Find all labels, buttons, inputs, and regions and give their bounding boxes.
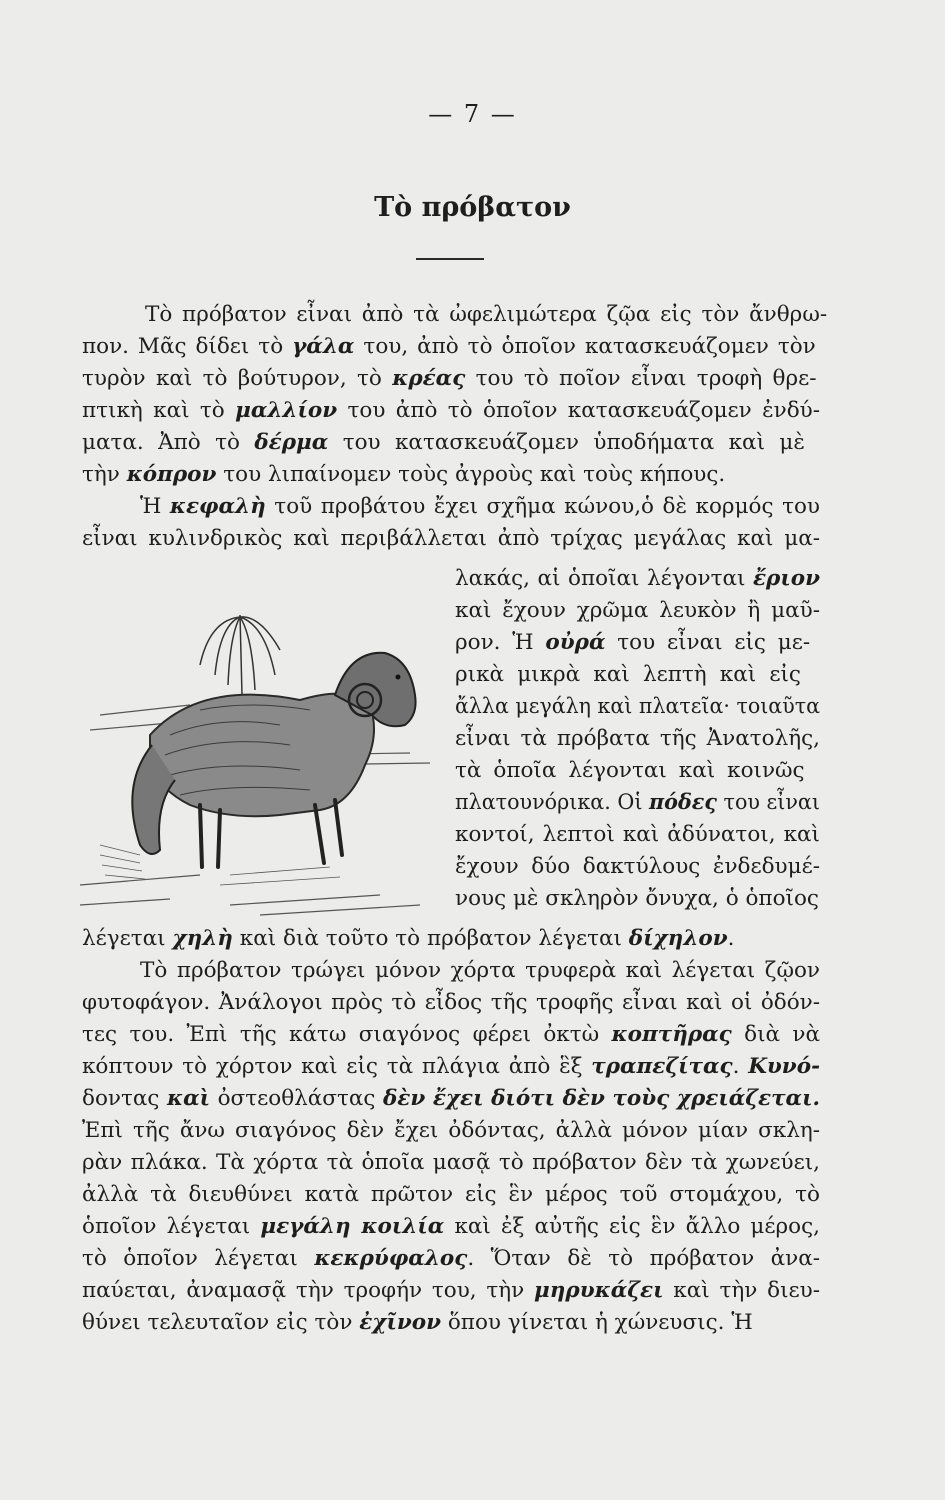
- text-segment: λακάς, αἱ ὁποῖαι λέγονται: [455, 566, 753, 591]
- emphasized-term: μηρυκάζει: [534, 1278, 664, 1303]
- text-line: [455, 692, 820, 722]
- text-segment: καὶ διὰ τοῦτο τὸ πρόβατον λέγεται: [232, 926, 629, 951]
- text-segment: τες του. Ἐπὶ τῆς κάτω σιαγόνος φέρει ὀκτὼ: [82, 1022, 612, 1047]
- text-segment: ἄλλα μεγάλη καὶ πλατεῖα· τοιαῦτα: [455, 694, 820, 719]
- text-segment: ὅπου γίνεται ἡ χώνευσις. Ἡ: [441, 1310, 753, 1335]
- text-segment: του εἶναι: [716, 790, 820, 815]
- text-line: [455, 596, 820, 626]
- text-line: [82, 428, 805, 458]
- text-segment: του εἶναι εἰς με-: [605, 630, 811, 655]
- text-segment: του, ἀπὸ τὸ ὁποῖον κατασκευάζομεν τὸν: [354, 334, 816, 359]
- text-segment: τοῦ προβάτου ἔχει σχῆμα κώνου,ὁ δὲ κορμός του: [265, 494, 820, 519]
- emphasized-term: δέρμα: [254, 430, 329, 455]
- text-line: [455, 660, 801, 690]
- text-segment: τὴν: [82, 462, 127, 487]
- text-line: [82, 988, 820, 1018]
- text-segment: του τὸ ποῖον εἶναι τροφὴ θρε-: [465, 366, 817, 391]
- text-line: [82, 924, 735, 954]
- text-segment: εἶναι τὰ πρόβατα τῆς Ἀνατολῆς,: [455, 726, 820, 751]
- text-segment: τυρὸν καὶ τὸ βούτυρον, τὸ: [82, 366, 393, 391]
- text-line: [82, 1308, 753, 1338]
- text-segment: του λιπαίνομεν τοὺς ἀγροὺς καὶ τοὺς κήπους.: [216, 462, 726, 487]
- text-line: [82, 1244, 820, 1274]
- sheep-illustration: [80, 605, 450, 925]
- text-line: [82, 1148, 820, 1178]
- text-segment: Τὸ πρόβατον εἶναι ἀπὸ τὰ ὠφελιμώτερα ζῷα εἰς τὸν ἄνθρω-: [145, 302, 828, 327]
- text-segment: διὰ νὰ: [731, 1022, 820, 1047]
- text-line: [82, 1116, 820, 1146]
- text-line: [82, 1020, 820, 1050]
- emphasized-term: γάλα: [292, 334, 355, 359]
- text-segment: θύνει τελευταῖον εἰς τὸν: [82, 1310, 360, 1335]
- text-segment: ρὰν πλάκα. Τὰ χόρτα τὰ ὁποῖα μασᾷ τὸ πρόβατον δὲν τὰ χωνεύει,: [82, 1150, 820, 1175]
- text-segment: κοντοί, λεπτοὶ καὶ ἀδύνατοι, καὶ: [455, 822, 820, 847]
- text-segment: Ἐπὶ τῆς ἄνω σιαγόνος δὲν ἔχει ὀδόντας, ἀλλὰ μόνον μίαν σκλη-: [82, 1118, 820, 1143]
- text-segment: δοντας: [82, 1086, 160, 1111]
- text-segment: καὶ τὴν διευ-: [663, 1278, 820, 1303]
- text-segment: ἀλλὰ τὰ διευθύνει κατὰ πρῶτον εἰς ἓν μέρος τοῦ στομάχου, τὸ: [82, 1182, 820, 1207]
- text-line: [82, 332, 816, 362]
- emphasized-term: μαλλίον: [235, 398, 338, 423]
- text-segment: του κατασκευάζομεν ὑποδήματα καὶ μὲ: [328, 430, 805, 455]
- text-line: [455, 756, 805, 786]
- text-segment: λέγεται: [82, 926, 173, 951]
- text-segment: ρικὰ μικρὰ καὶ λεπτὴ καὶ εἰς: [455, 662, 801, 687]
- text-segment: νους μὲ σκληρὸν ὄνυχα, ὁ ὁποῖος: [455, 886, 819, 911]
- text-segment: . Ὅταν δὲ τὸ πρόβατον ἀνα-: [467, 1246, 820, 1271]
- emphasized-term: καὶ: [159, 1086, 218, 1111]
- text-line: [82, 524, 820, 554]
- text-line: [455, 564, 820, 594]
- emphasized-term: ἔριον: [752, 566, 820, 591]
- text-line: [82, 364, 817, 394]
- text-segment: πτικὴ καὶ τὸ: [82, 398, 236, 423]
- emphasized-term: κόπρον: [126, 462, 217, 487]
- text-segment: ὀστεοθλάστας: [217, 1086, 376, 1111]
- text-segment: .: [727, 926, 735, 951]
- emphasized-term: κρέας: [392, 366, 466, 391]
- text-line: [455, 628, 810, 658]
- text-line: [140, 492, 820, 522]
- emphasized-term: χηλὴ: [172, 926, 233, 951]
- text-line: [82, 1276, 820, 1306]
- text-line: [145, 300, 827, 330]
- text-line: [82, 1084, 820, 1114]
- text-line: [82, 1212, 820, 1242]
- emphasized-term: ἐχῖνον: [359, 1310, 442, 1335]
- emphasized-term: δὲν ἔχει διότι δὲν τοὺς χρειάζεται.: [375, 1086, 820, 1111]
- text-line: [140, 956, 820, 986]
- text-line: [455, 788, 820, 818]
- text-segment: κόπτουν τὸ χόρτον καὶ εἰς τὰ πλάγια ἀπὸ ἓξ: [82, 1054, 592, 1079]
- text-segment: πλατουνόρικα. Οἱ: [455, 790, 650, 815]
- text-segment: ματα. Ἀπὸ τὸ: [82, 430, 255, 455]
- text-segment: Ἡ: [140, 494, 170, 519]
- emphasized-term: μεγάλη κοιλία: [260, 1214, 445, 1239]
- text-segment: ὁποῖον λέγεται: [82, 1214, 261, 1239]
- emphasized-term: πόδες: [649, 790, 717, 815]
- emphasized-term: κεκρύφαλος: [314, 1246, 468, 1271]
- text-segment: Τὸ πρόβατον τρώγει μόνον χόρτα τρυφερὰ καὶ λέγεται ζῷον: [140, 958, 820, 983]
- emphasized-term: κεφαλὴ: [169, 494, 266, 519]
- text-line: [82, 460, 725, 490]
- text-segment: παύεται, ἀναμασᾷ τὴν τροφήν του, τὴν: [82, 1278, 535, 1303]
- page-title: Τὸ πρόβατον: [374, 192, 571, 223]
- text-segment: φυτοφάγον. Ἀνάλογοι πρὸς τὸ εἶδος τῆς τροφῆς εἶναι καὶ οἱ ὀδόν-: [82, 990, 820, 1015]
- text-line: [455, 820, 820, 850]
- text-segment: ἔχουν δύο δακτύλους ἐνδεδυμέ-: [455, 854, 820, 879]
- text-segment: καὶ ἔχουν χρῶμα λευκὸν ἢ μαῦ-: [455, 598, 820, 623]
- text-line: [455, 852, 820, 882]
- emphasized-term: Κυνό-: [748, 1054, 820, 1079]
- text-segment: .: [732, 1054, 749, 1079]
- text-line: [455, 724, 820, 754]
- emphasized-term: οὐρά: [545, 630, 606, 655]
- text-segment: τὸ ὁποῖον λέγεται: [82, 1246, 315, 1271]
- emphasized-term: κοπτῆρας: [611, 1022, 732, 1047]
- text-segment: εἶναι κυλινδρικὸς καὶ περιβάλλεται ἀπὸ τρίχας μεγάλας καὶ μα-: [82, 526, 820, 551]
- text-segment: του ἀπὸ τὸ ὁποῖον κατασκευάζομεν ἐνδύ-: [337, 398, 820, 423]
- text-segment: πον. Μᾶς δίδει τὸ: [82, 334, 293, 359]
- page-number: — 7 —: [428, 100, 517, 128]
- text-segment: καὶ ἐξ αὐτῆς εἰς ἓν ἄλλο μέρος,: [444, 1214, 820, 1239]
- title-divider: [416, 258, 484, 260]
- text-line: [82, 396, 820, 426]
- text-segment: ρον. Ἡ: [455, 630, 546, 655]
- text-line: [455, 884, 819, 914]
- text-segment: τὰ ὁποῖα λέγονται καὶ κοινῶς: [455, 758, 805, 783]
- emphasized-term: δίχηλον: [628, 926, 728, 951]
- text-line: [82, 1180, 820, 1210]
- text-line: [82, 1052, 820, 1082]
- emphasized-term: τραπεζίτας: [591, 1054, 733, 1079]
